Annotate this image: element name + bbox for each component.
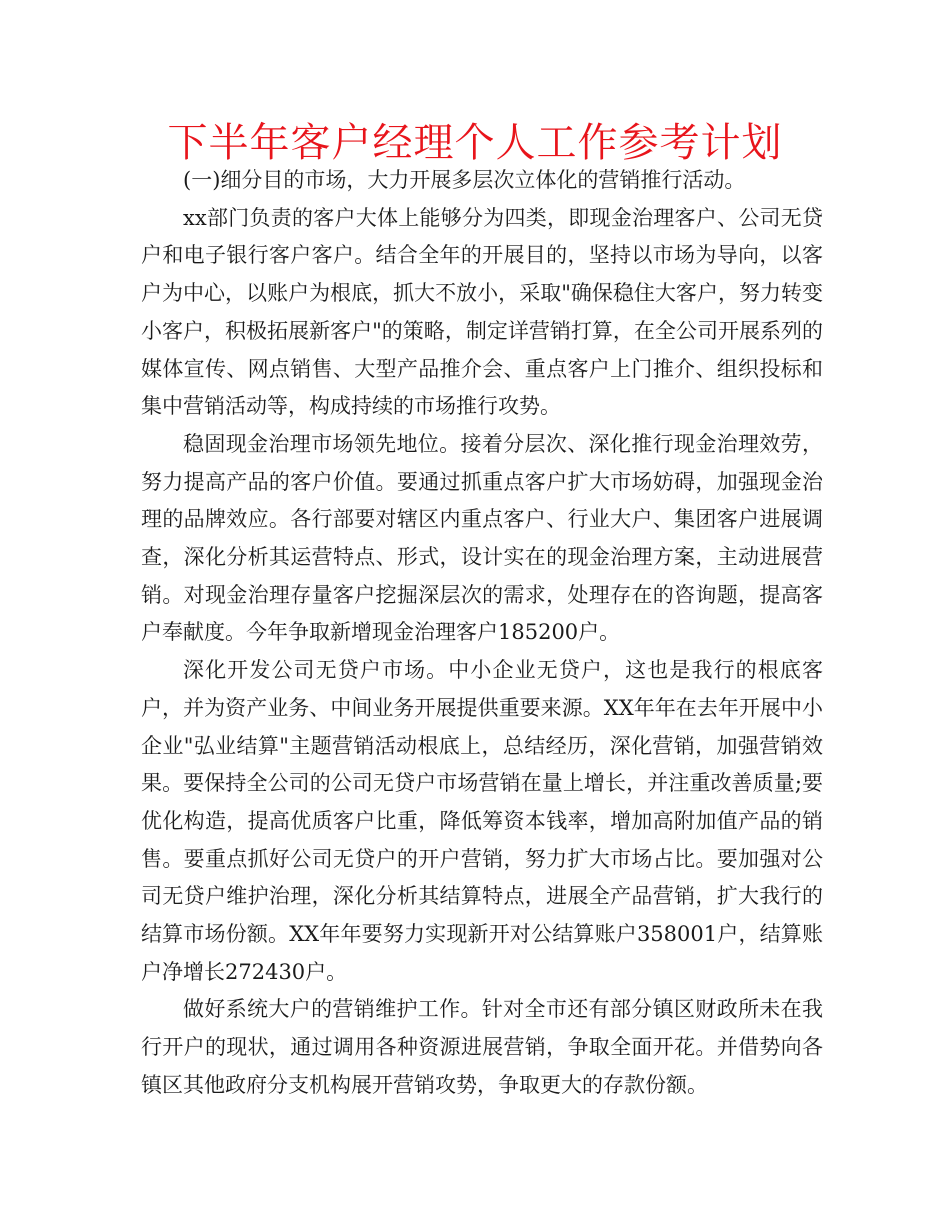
paragraph-5: 做好系统大户的营销维护工作。针对全市还有部分镇区财政所未在我行开户的现状，通过调用各种资源进展营销，争取全面开花。并借势向各镇区其他政府分支机构展开营销攻势，争取更大的存款份额。 — [141, 997, 823, 1097]
document-body — [141, 162, 823, 1105]
paragraph-1: (一)细分目的市场，大力开展多层次立体化的营销推行活动。 — [183, 168, 746, 192]
paragraph-3: 稳固现金治理市场领先地位。接着分层次、深化推行现金治理效劳，努力提高产品的客户价值。要通过抓重点客户扩大市场妨碍，加强现金治理的品牌效应。各行部要对辖区内重点客户、行业大户、集团客户进展调查，深化分析其运营特点、形式，设计实在的现金治理方案，主动进展营销。对现金治理存量客户挖掘深层次的需求，处理存在的咨询题，提高客户奉献度。今年争取新增现金治理客户185200户。 — [141, 431, 823, 645]
paragraph-2: xx部门负责的客户大体上能够分为四类，即现金治理客户、公司无贷户和电子银行客户客户。结合全年的开展目的，坚持以市场为导向，以客户为中心，以账户为根底，抓大不放小，采取"确保稳住大客户，努力转变小客户，积极拓展新客户"的策略，制定详营销打算，在全公司开展系列的媒体宣传、网点销售、大型产品推介会、重点客户上门推介、组织投标和集中营销活动等，构成持续的市场推行攻势。 — [141, 205, 823, 419]
document-title: 下半年客户经理个人工作参考计划 — [167, 120, 783, 166]
paragraph-4: 深化开发公司无贷户市场。中小企业无贷户，这也是我行的根底客户，并为资产业务、中间业务开展提供重要来源。XX年年在去年开展中小企业"弘业结算"主题营销活动根底上，总结经历，深化营销，加强营销效果。要保持全公司的公司无贷户市场营销在量上增长，并注重改善质量;要优化构造，提高优质客户比重，降低筹资本钱率，增加高附加值产品的销售。要重点抓好公司无贷户的开户营销，努力扩大市场占比。要加强对公司无贷户维护治理，深化分析其结算特点，进展全产品营销，扩大我行的结算市场份额。XX年年要努力实现新开对公结算账户358001户，结算账户净增长272430户。 — [141, 658, 823, 984]
